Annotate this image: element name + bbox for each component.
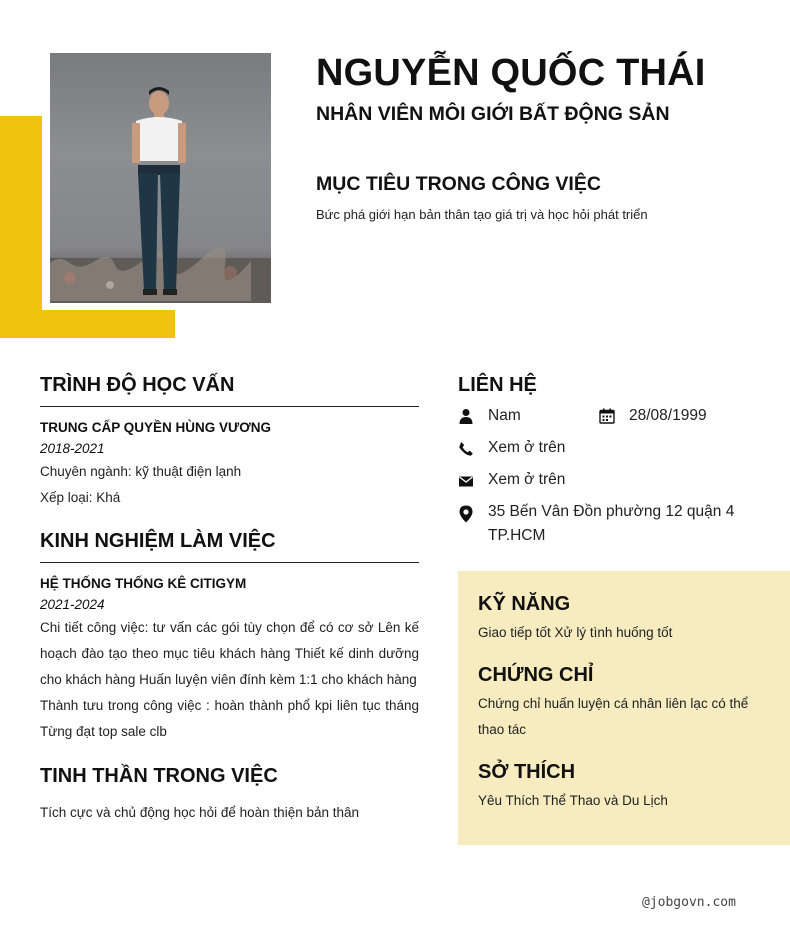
spirit-text: Tích cực và chủ động học hỏi để hoàn thiện bản thân: [40, 805, 360, 820]
experience-heading: KINH NGHIỆM LÀM VIỆC: [40, 530, 276, 552]
contact-birthday: 28/08/1999: [629, 407, 707, 424]
phone-icon: [458, 441, 474, 457]
experience-years: 2021-2024: [40, 597, 105, 612]
spirit-heading: TINH THẦN TRONG VIỆC: [40, 765, 278, 787]
candidate-name: NGUYỄN QUỐC THÁI: [316, 52, 706, 94]
hobbies-text: Yêu Thích Thể Thao và Du Lịch: [478, 793, 668, 808]
certificates-heading: CHỨNG CHỈ: [478, 664, 594, 686]
accent-bar-horizontal: [0, 310, 175, 338]
objective-heading: MỤC TIÊU TRONG CÔNG VIỆC: [316, 173, 601, 195]
calendar-icon: [599, 408, 615, 424]
experience-details: Chi tiết công việc: tư vấn các gói tùy chọn để có cơ sở Lên kế hoạch đào tạo theo mục tiêu khách hàng Thiết kế dinh dưỡng cho khách hàng Huấn luyện viên đính kèm 1:1 cho khách hàng: [40, 620, 419, 687]
person-icon: [458, 408, 474, 424]
contact-address-line2: TP.HCM: [488, 527, 546, 544]
profile-photo: [50, 53, 271, 303]
contact-email: Xem ở trên: [488, 471, 566, 488]
location-pin-icon: [458, 505, 474, 523]
mail-icon: [458, 473, 474, 489]
education-major: Chuyên ngành: kỹ thuật điện lạnh: [40, 464, 242, 479]
experience-achievements: Thành tưu trong công việc : hoàn thành phổ kpi liên tục tháng Từng đạt top sale clb: [40, 698, 419, 739]
job-title: NHÂN VIÊN MÔI GIỚI BẤT ĐỘNG SẢN: [316, 103, 670, 125]
contact-gender: Nam: [488, 407, 521, 424]
education-years: 2018-2021: [40, 441, 105, 456]
skills-text: Giao tiếp tốt Xử lý tình huống tốt: [478, 625, 673, 640]
experience-company: HỆ THỐNG THỐNG KÊ CITIGYM: [40, 576, 247, 591]
hobbies-heading: SỞ THÍCH: [478, 761, 576, 783]
skills-box: [458, 571, 790, 845]
accent-bar-vertical: [0, 116, 42, 338]
education-school: TRUNG CẤP QUYỀN HÙNG VƯƠNG: [40, 420, 271, 435]
left-column: [40, 374, 419, 826]
contact-heading: LIÊN HỆ: [458, 374, 537, 396]
education-grade: Xếp loại: Khá: [40, 490, 121, 505]
contact-address-line1: 35 Bến Vân Đồn phường 12 quận 4: [488, 503, 735, 520]
certificates-text: Chứng chỉ huấn luyện cá nhân liên lạc có thể thao tác: [478, 696, 749, 737]
objective-text: Bức phá giới hạn bản thân tạo giá trị và học hỏi phát triển: [316, 207, 648, 222]
education-divider: [40, 406, 419, 407]
experience-divider: [40, 562, 419, 563]
footer-watermark: @jobgovn.com: [642, 895, 736, 910]
education-heading: TRÌNH ĐỘ HỌC VẤN: [40, 374, 235, 396]
contact-phone: Xem ở trên: [488, 439, 566, 456]
skills-heading: KỸ NĂNG: [478, 593, 571, 615]
